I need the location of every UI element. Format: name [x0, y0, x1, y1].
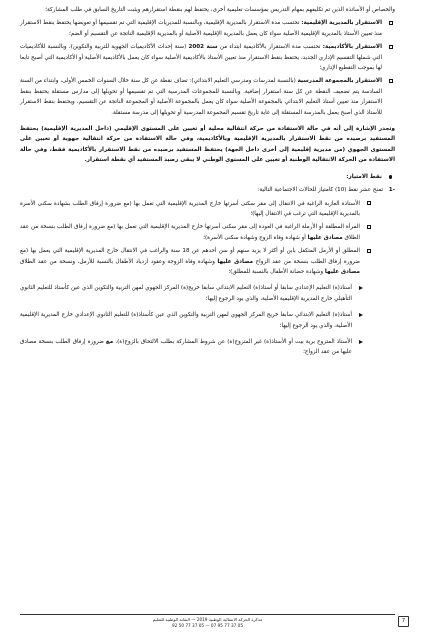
case-bold-text: مصادق عليها: [217, 258, 254, 265]
square-bullet-icon: [389, 79, 393, 83]
footer-line-contact: 05 37 77 95 07 — 05 37 77 50 92: [171, 623, 244, 628]
bullet-bold-text: سنة 2002: [188, 44, 218, 51]
case-text: ضرورة إرفاق الطلب بنسخة مصادق عليها من عقد الزواج؛: [20, 338, 352, 356]
case-former-primary-teacher: [20, 310, 365, 331]
case-bold-text: مع: [105, 338, 114, 345]
case-married-teacher: [20, 337, 365, 358]
bullet-text: (سنة إحداث الأكاديميات الجهوية للتربية والتكوين)، وبالنسبة للأكاديميات التي شملها التقسيم الإداري الجديد، يحتفظ بنقط الاستقرار منذ تعيين الأستاذ بالأكاديمية الأصلية سواء كان يعمل بالأكاديمية الأصلية أو الأكاديمية التي أصبح تابعا لها بموجب التقطيع الإداري؛: [20, 44, 382, 72]
paragraph-note: وتجدر الإشارة إلى أنه في حالة الاستفادة من حركة انتقالية محلية أو تعيين على المستوى الإقليمي (داخل المديرية الإقليمية) يحتفظ المستفيد برصيده من نقط الاستقرار بالمديرية الإقليمية وبالأكاديمية، وفي حالة الاستفادة من حركة انتقالية جهوية أو تعيين على المستوى الجهوي (من مديرية إقليمية إلى أخرى داخل الجهة) يحتفظ المستفيد برصيده من نقط الاستقرار بالأكاديمية فقط، وفي حالة الاستفادة من الحركة الانتقالية الوطنية أو تعيين على المستوى الوطني لا يبقى رصيد المستفيد أي نقطة استقرار.: [20, 126, 395, 164]
triangle-bullet-icon: [359, 340, 363, 344]
item-number: -1: [388, 187, 395, 194]
square-bullet-icon: [367, 225, 371, 229]
bullet-text: تحتسب مدة الاستقرار بالأكاديمية ابتداء من: [217, 44, 323, 51]
case-text: المطلق أو الأرمل المتكفل بابن أو أكثر لا يزيد سنهم أو سن أحدهم عن 18 سنة والراغب في الانتقال خارج المديرية الإقليمية التي يعمل بها (مع ضرورة إرفاق الطلب بنسخة من عقد الزواج: [20, 248, 361, 265]
case-text: المرأة المطلقة أو الأرملة الراغبة في العودة إلى مقر سكنى أسرتها خارج المديرية الإقليمية التي تعمل بها (مع ضرورة إرفاق الطلب بنسخة من عقد الطلاق: [20, 224, 360, 241]
square-bullet-icon: [389, 21, 393, 25]
bullet-text: تحتسب مدة الاستقرار بالمديرية الإقليمية، وبالنسبة للمديريات الإقليمية التي تم تقسيمها أو تعويضها يحتفظ بنقط الاستقرار منذ تعيين الأستاذ بالمديرية الإقليمية الأصلية سواء كان يعمل بالمديرية الإقليمية الأصلية أو بالمديرية الإقليمية الناتجة عن التقسيم أو الضم؛: [20, 20, 382, 37]
section-heading-text: نقط الامتياز:: [346, 173, 382, 180]
square-bullet-icon: [367, 249, 371, 253]
bullet-academy-stability: [20, 42, 395, 73]
numbered-item-1: [20, 185, 395, 195]
square-bullet-icon: [367, 201, 371, 205]
round-bullet-icon: [389, 175, 393, 179]
page-number: 7: [398, 616, 409, 627]
case-text: أستاذ(ة) التعليم الابتدائي سابقا خريج المركز الجهوي لمهن التربية والتكوين الذي عين كأستاذ(ة) للتعليم الثانوي الإعدادي خارج المديرية الإقليمية الأصلية، والذي يود الرجوع إليها؛: [20, 312, 352, 329]
case-text: أو شهادة وفاة الزوج وشهادة سكنى الأسرة)؛: [203, 234, 308, 241]
bullet-heading: الاستقرار بالمديرية الإقليمية:: [301, 20, 382, 27]
page-footer: [20, 614, 395, 629]
item-text: تمنح عشر نقط (10) كامتياز للحالات الاجتماعية التالية:: [257, 187, 383, 194]
bullet-text: (بالنسبة لمدرسات ومدرسي التعليم الابتدائي): تضاف نقطة عن كل سنة خلال السنوات الخمس الأولى، وابتداء من السنة السادسة يتم تضعيف النقطة عن كل سنة استقرار إضافية. وبالنسبة للمجموعات المدرسية التي تم تقسيمها أو تحويلها إلى مدارس مستقلة يحتفظ بنقط الاستقرار منذ تعيين أستاذ التعليم الابتدائي بالمجموعة الأصلية سواء كان يعمل بالمجموعة الأصلية أو المجموعة الناتجة عن التقسيم، ويحتفظ بنقط الاستقرار للأستاذ الذي أصبح يعمل بالمدرسة المستقلة إلى غاية تاريخ تقسيم المجموعة المدرسية أو تحويلها إلى مدرسة مستقلة.: [20, 78, 382, 116]
case-bold-text: مصادق عليها: [324, 268, 360, 275]
bullet-school-group-stability: [20, 76, 395, 118]
triangle-bullet-icon: [359, 286, 363, 290]
case-text: الأستاذ المتزوج برية بيت أو الأستاذ(ة) غير المتزوج(ة) عن شروط المشاركة بطلب الالتحاق بالزوج(ة)،: [113, 338, 353, 345]
case-former-middle-school-teacher: [20, 283, 365, 304]
case-text: الأستاذة العازبة الراغبة في الانتقال إلى مقر سكنى أسرتها خارج المديرية الإقليمية التي تعمل بها (مع ضرورة إرفاق الطلب بشهادة سكنى الأسرة بالمديرية الإقليمية التي ترغب في الانتقال إليها)؛: [20, 200, 360, 217]
bullet-heading: الاستقرار بالأكاديمية:: [322, 44, 382, 51]
case-text: أستاذ(ة) التعليم الإعدادي سابقا أو أستاذ(ة) التعليم الابتدائي سابقا خريج(ة) المركز الجهوي لمهن التربية والتكوين الذي عين كأستاذ للتعليم الثانوي التأهيلي خارج المديرية الإقليمية الأصلية، والذي يود الرجوع إليها؛: [20, 285, 352, 302]
case-divorced-widowed-woman: [20, 222, 373, 243]
square-bullet-icon: [389, 45, 393, 49]
paragraph-intro: والخصاص أو الأساتذة الذين تم تكليفهم بمهام التدريس بمؤسسات تعليمية أخرى، يحتفظ لهم بنقطة استقرارهم ويثبت التاريخ السابق في طلب المشاركة؛: [45, 7, 395, 13]
triangle-bullet-icon: [359, 313, 363, 317]
section-heading-points: [20, 172, 395, 182]
case-text: وشهادة وفاة الزوجة وعقود ازدياد الأطفال بالنسبة للأرمل، ونسخة من عقد الطلاق: [20, 258, 218, 265]
case-divorced-widowed-man: [20, 246, 373, 277]
case-bold-text: مصادق عليها: [307, 234, 343, 241]
bullet-provincial-stability: [20, 18, 395, 39]
case-text: وشهادة حضانة الأطفال بالنسبة للمطلق)؛: [228, 268, 325, 275]
bullet-heading: الاستقرار بالمجموعة المدرسية: [297, 78, 382, 85]
case-single-teacher: [20, 199, 373, 220]
footer-line-title: مذكرة الحركة الانتقالية الوطنية 2019 — النقابة الوطنية للتعليم: [152, 617, 263, 622]
